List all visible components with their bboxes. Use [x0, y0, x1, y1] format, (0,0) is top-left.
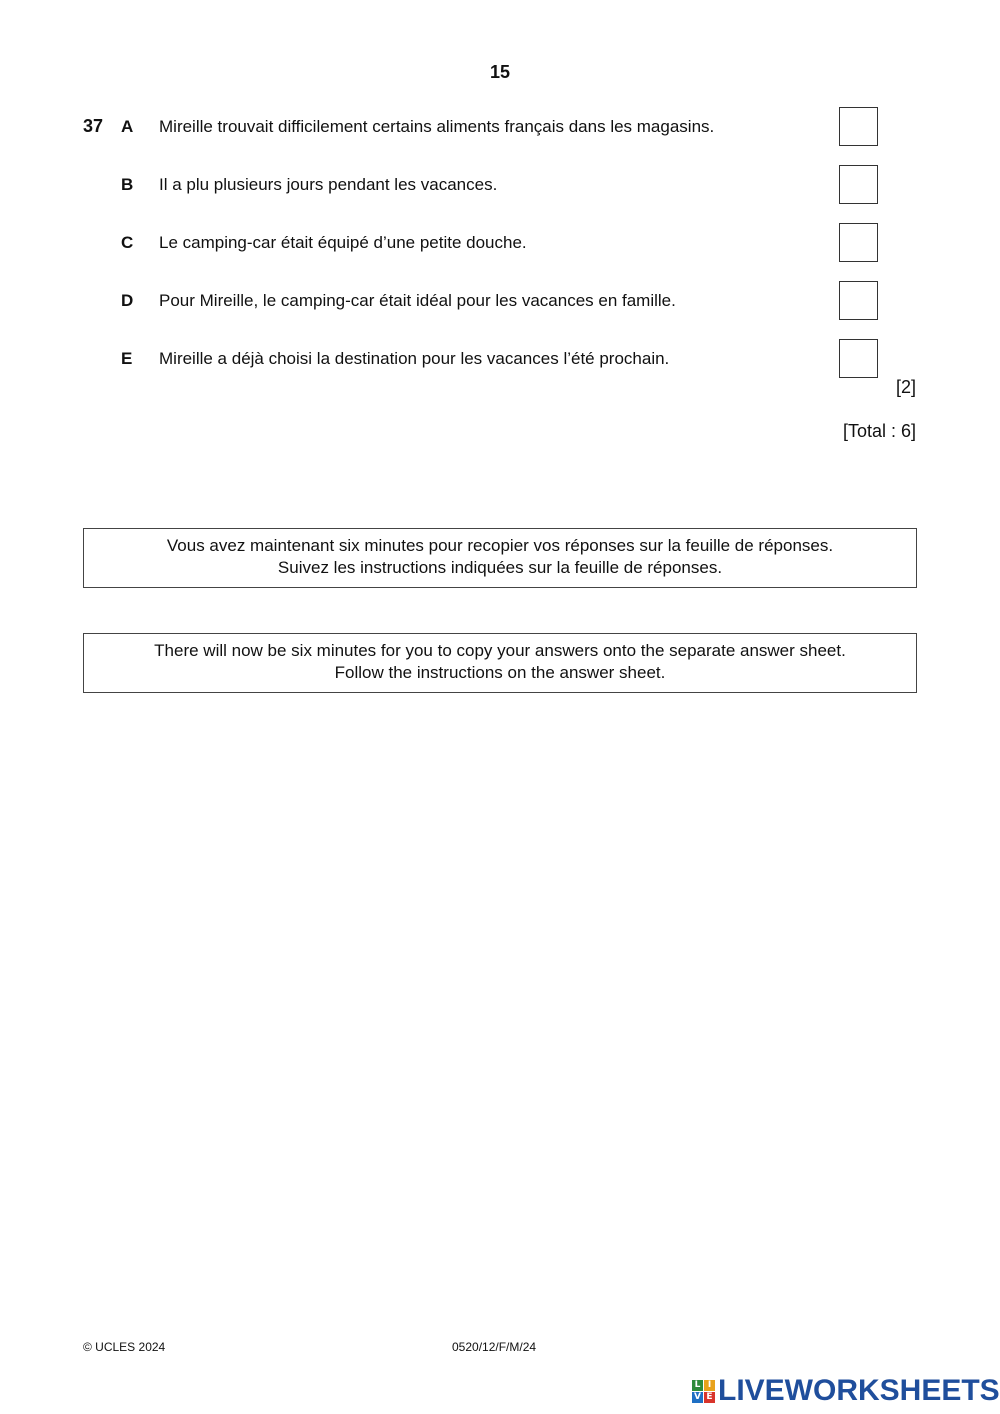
answer-box-d[interactable] [839, 281, 878, 320]
notice-english-line1: There will now be six minutes for you to copy your answers onto the separate answer sheet. [154, 641, 846, 660]
option-row-e [0, 348, 1000, 388]
notice-french [83, 528, 917, 588]
copyright: © UCLES 2024 [83, 1340, 166, 1354]
option-row-c [0, 232, 1000, 272]
answer-box-b[interactable] [839, 165, 878, 204]
logo-tile: L [692, 1380, 703, 1391]
answer-box-e[interactable] [839, 339, 878, 378]
option-text: Il a plu plusieurs jours pendant les vacances. [159, 175, 498, 194]
logo-tile: V [692, 1392, 703, 1403]
answer-box-c[interactable] [839, 223, 878, 262]
notice-english-line2: Follow the instructions on the answer sheet. [334, 663, 666, 682]
logo-tile: E [704, 1392, 715, 1403]
brand-name: LIVEWORKSHEETS [718, 1374, 1000, 1407]
notice-french-line2: Suivez les instructions indiquées sur la feuille de réponses. [277, 558, 723, 577]
notice-french-line1: Vous avez maintenant six minutes pour recopier vos réponses sur la feuille de réponses. [166, 536, 834, 555]
option-row-d [0, 290, 1000, 330]
answer-box-a[interactable] [839, 107, 878, 146]
option-letter: C [121, 233, 134, 252]
liveworksheets-logo-icon [692, 1380, 715, 1403]
liveworksheets-brand[interactable] [692, 1374, 1000, 1408]
logo-tile: I [704, 1380, 715, 1391]
page-number: 15 [489, 62, 511, 82]
notice-english [83, 633, 917, 693]
option-row-b [0, 174, 1000, 214]
paper-code: 0520/12/F/M/24 [452, 1340, 537, 1354]
option-text: Mireille a déjà choisi la destination pour les vacances l’été prochain. [159, 349, 670, 368]
option-letter: E [121, 349, 133, 368]
option-text: Le camping-car était équipé d’une petite douche. [159, 233, 527, 252]
option-text: Pour Mireille, le camping-car était idéal pour les vacances en famille. [159, 291, 676, 310]
option-letter: A [121, 117, 134, 136]
total-marks-label: [Total : 6] [842, 421, 916, 441]
option-text: Mireille trouvait difficilement certains aliments français dans les magasins. [159, 117, 715, 136]
marks-label: [2] [895, 377, 916, 397]
question-number: 37 [83, 116, 104, 136]
option-row-a [0, 116, 1000, 156]
option-letter: B [121, 175, 134, 194]
option-letter: D [121, 291, 134, 310]
